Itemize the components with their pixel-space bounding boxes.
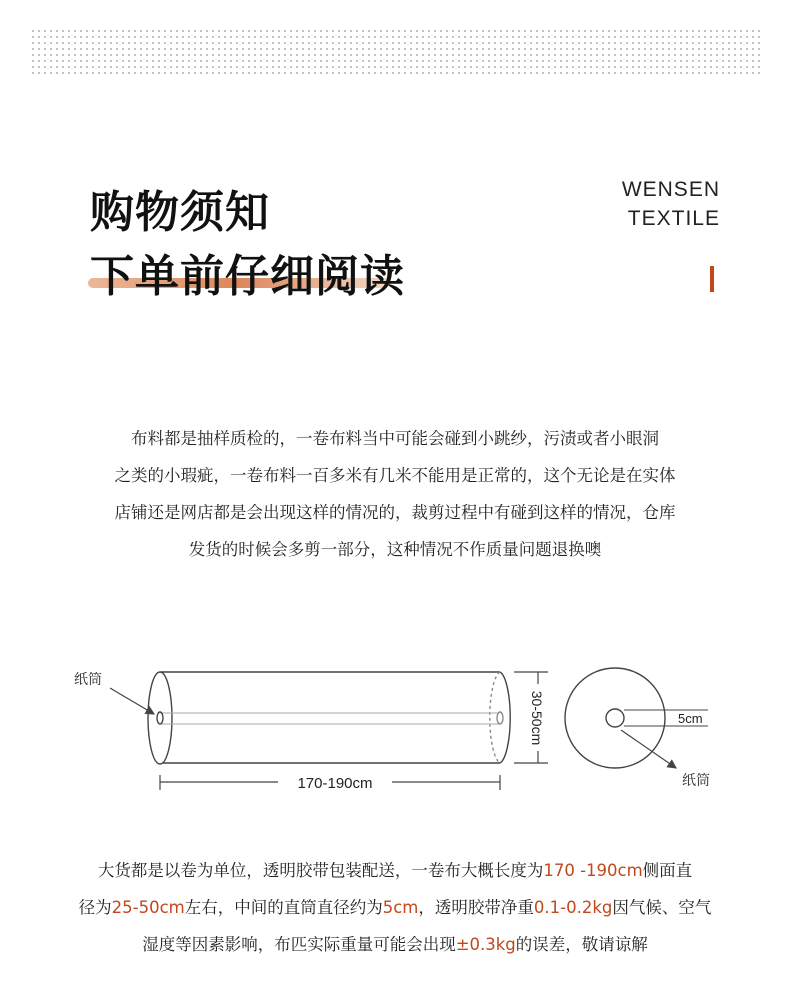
length-highlight: 170 -190cm xyxy=(543,861,643,880)
bulk-info-line xyxy=(30,926,760,963)
diameter-highlight: 25-50cm xyxy=(111,898,185,917)
text-segment: ，透明胶带净重 xyxy=(418,898,534,917)
bulk-info-paragraph xyxy=(30,852,760,963)
core-diameter-label: 5cm xyxy=(678,711,703,726)
left-core-pointer xyxy=(110,688,154,714)
right-core-label: 纸筒 xyxy=(682,773,710,789)
notice-line: 店铺还是网店都是会出现这样的情况的，裁剪过程中有碰到这样的情况，仓库 xyxy=(114,503,676,522)
core-highlight: 5cm xyxy=(382,898,419,917)
bulk-info-line xyxy=(30,852,760,889)
notice-line: 布料都是抽样质检的，一卷布料当中可能会碰到小跳纱，污渍或者小眼洞 xyxy=(131,429,659,448)
notice-line: 之类的小瑕疵，一卷布料一百多米有几米不能用是正常的，这个无论是在实体 xyxy=(114,466,676,485)
text-segment: 左右，中间的直筒直径约为 xyxy=(184,898,383,917)
text-segment: 径为 xyxy=(78,898,112,917)
brand-name-line2: TEXTILE xyxy=(627,207,720,230)
bulk-info-line xyxy=(30,889,760,926)
text-segment: 湿度等因素影响，布匹实际重量可能会出现 xyxy=(142,935,456,954)
page-title: 购物须知 xyxy=(90,187,270,238)
notice-paragraph xyxy=(60,420,730,568)
dot-pattern-decoration xyxy=(30,28,760,78)
text-segment: 大货都是以卷为单位，透明胶带包装配送，一卷布大概长度为 xyxy=(97,861,544,880)
text-segment: 因气候、空气 xyxy=(612,898,712,917)
fabric-roll-diagram xyxy=(0,640,790,810)
accent-bar xyxy=(710,266,714,292)
tape-weight-highlight: 0.1-0.2kg xyxy=(533,898,613,917)
text-segment: 的误差，敬请谅解 xyxy=(515,935,648,954)
text-segment: 侧面直 xyxy=(642,861,693,880)
length-label: 170-190cm xyxy=(297,775,373,792)
page-subtitle: 下单前仔细阅读 xyxy=(90,251,405,302)
brand-name-line1: WENSEN xyxy=(621,178,720,201)
left-core-label: 纸筒 xyxy=(74,672,102,688)
notice-line: 发货的时候会多剪一部分，这种情况不作质量问题退换噢 xyxy=(188,540,602,559)
roll-side-view xyxy=(148,672,510,764)
diameter-label: 30-50cm xyxy=(529,690,545,746)
weight-error-highlight: ±0.3kg xyxy=(455,935,516,954)
